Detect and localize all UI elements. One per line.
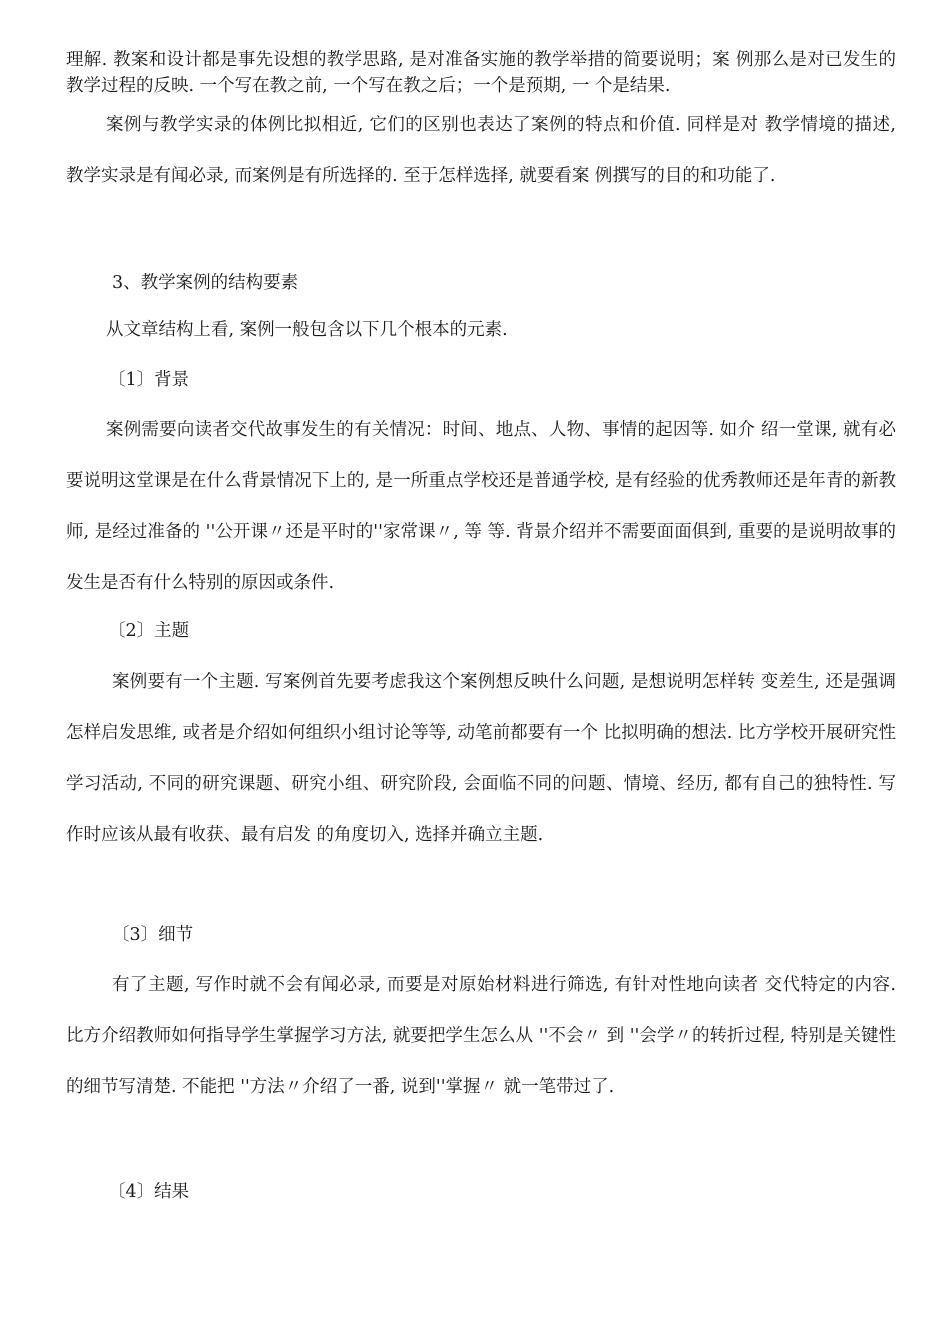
paragraph-structure-intro: 从文章结构上看, 案例一般包含以下几个根本的元素. (106, 320, 508, 340)
subheading-background: 〔1〕背景 (108, 370, 190, 390)
paragraph-details: 有了主题, 写作时就不会有闻必录, 而要是对原始材料进行筛选, 有针对性地向读者 交代特定的内容. 比方介绍教师如何指导学生掌握学习方法, 就要把学生怎么从 ''不会〃 到 ''会学〃的转折过程, 特别是关键性的细节写清楚. 不能把 ''方法〃介绍了一番, 说到''掌握〃 就一笔带过了. (66, 975, 896, 1097)
subheading-details: 〔3〕细节 (112, 925, 194, 945)
paragraph-case-vs-record: 案例与教学实录的体例比拟相近, 它们的区别也表达了案例的特点和价值. 同样是对 教学情境的描述, 教学实录是有闻必录, 而案例是有所选择的. 至于怎样选择, 就要看案 例撰写的目的和功能了. (66, 115, 896, 186)
paragraph-theme: 案例要有一个主题. 写案例首先要考虑我这个案例想反映什么问题, 是想说明怎样转 变差生, 还是强调怎样启发思维, 或者是介绍如何组织小组讨论等等, 动笔前都要有一个 比拟明确的想法. 比方学校开展研究性学习活动, 不同的研究课题、研究小组、研究阶段, 会面临不同的问题、情境、经历, 都有自己的独特性. 写作时应该从最有收获、最有启发 的角度切入, 选择并确立主题. (66, 672, 896, 845)
paragraph-background: 案例需要向读者交代故事发生的有关情况：时间、地点、人物、事情的起因等. 如介 绍一堂课, 就有必要说明这堂课是在什么背景情况下上的, 是一所重点学校还是普通学校, 是有经验的优秀教师还是年青的新教师, 是经过准备的 ''公开课〃还是平时的''家常课〃, 等 等. 背景介绍并不需要面面俱到, 重要的是说明故事的发生是否有什么特别的原因或条件. (66, 420, 896, 593)
subheading-theme: 〔2〕主题 (108, 621, 190, 641)
paragraph-intro-continuation: 理解. 教案和设计都是事先设想的教学思路, 是对准备实施的教学举措的简要说明；案 例那么是对已发生的教学过程的反映. 一个写在教之前, 一个写在教之后；一个是预期, 一 个是结果. (66, 50, 896, 96)
subheading-result: 〔4〕结果 (108, 1182, 190, 1202)
section-heading-structure-elements: 3、教学案例的结构要素 (112, 273, 299, 293)
